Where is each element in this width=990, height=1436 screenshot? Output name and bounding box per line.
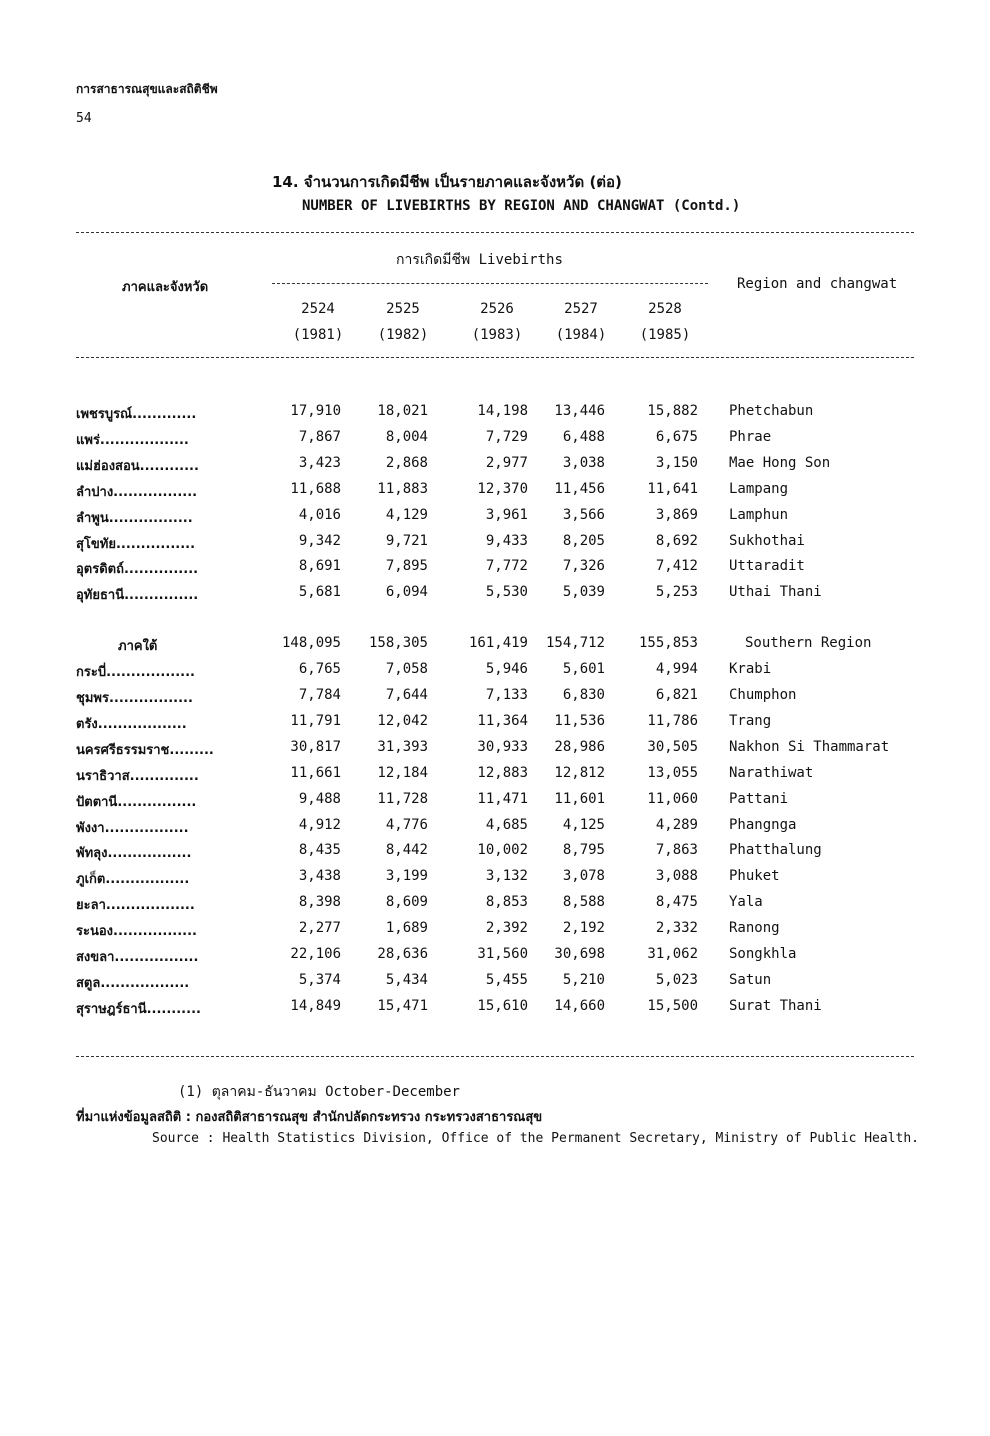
livebirth-value: 5,681 [298,584,341,601]
changwat-thai-name: สตูล.................. [76,975,190,991]
livebirth-value: 4,685 [485,816,528,833]
livebirth-value: 11,641 [647,480,698,497]
table-row [0,661,990,683]
livebirth-value: 5,210 [562,971,605,988]
livebirth-value: 12,812 [554,764,605,781]
livebirth-value: 9,721 [385,532,428,549]
livebirth-value: 31,560 [477,946,528,962]
table-row [0,584,990,606]
livebirth-value: 11,688 [290,480,341,497]
livebirth-value: 2,392 [485,920,528,937]
livebirth-value: 1,689 [385,920,428,937]
livebirth-value: 11,471 [477,790,528,807]
livebirth-value: 11,883 [377,480,428,497]
livebirth-value: 6,675 [655,428,698,445]
livebirth-value: 2,332 [655,920,698,937]
changwat-thai-name: นราธิวาส.............. [76,768,199,784]
livebirth-value: 8,435 [298,842,341,859]
livebirth-value: 3,869 [655,506,698,523]
livebirth-value: 5,374 [298,971,341,988]
table-row [0,972,990,994]
changwat-thai-name: ตรัง.................. [76,716,187,732]
livebirth-value: 4,129 [385,506,428,523]
changwat-thai-name: ลำพูน................. [76,510,193,526]
livebirth-value: 154,712 [545,635,605,652]
livebirth-value: 8,205 [562,532,605,549]
left-column-header: ภาคและจังหวัด [122,280,209,295]
changwat-english-name: Southern Region [745,635,872,652]
changwat-english-name: Phuket [729,868,780,885]
livebirth-value: 3,132 [485,868,528,885]
livebirth-value: 5,023 [655,971,698,988]
table-row [0,739,990,761]
livebirth-value: 6,821 [655,687,698,703]
table-row [0,455,990,477]
livebirth-value: 7,412 [655,558,698,575]
changwat-thai-name: อุตรดิตถ์............... [76,562,199,578]
livebirth-value: 7,895 [385,558,428,575]
changwat-thai-name: พัทลุง................. [76,846,192,862]
livebirth-value: 12,883 [477,764,528,781]
livebirth-value: 5,530 [485,584,528,601]
livebirth-value: 14,849 [290,997,341,1014]
livebirth-value: 3,150 [655,454,698,471]
changwat-thai-name: ภูเก็ต................. [76,872,190,888]
table-row [0,429,990,451]
livebirth-value: 3,566 [562,506,605,523]
changwat-english-name: Songkhla [729,946,797,962]
livebirth-value: 158,305 [368,635,428,652]
changwat-thai-name: ปัตตานี................ [76,794,197,810]
livebirth-value: 15,500 [647,997,698,1014]
livebirth-value: 7,863 [655,842,698,859]
livebirth-value: 2,192 [562,920,605,937]
livebirth-value: 7,133 [485,687,528,703]
livebirth-value: 14,198 [477,403,528,419]
livebirth-value: 148,095 [281,635,341,652]
livebirth-value: 11,601 [554,790,605,807]
livebirth-value: 15,471 [377,997,428,1014]
changwat-thai-name: ชุมพร................. [76,691,193,706]
table-row [0,687,990,709]
table-row [0,920,990,942]
livebirth-value: 7,729 [485,428,528,445]
changwat-english-name: Chumphon [729,687,797,703]
changwat-thai-name: แพร่.................. [76,432,189,448]
livebirth-value: 22,106 [290,946,341,962]
top-rule [76,232,914,233]
livebirth-value: 11,728 [377,790,428,807]
changwat-thai-name: ระนอง................. [76,924,197,940]
changwat-english-name: Narathiwat [729,764,814,781]
livebirth-value: 5,434 [385,971,428,988]
livebirth-value: 11,661 [290,764,341,781]
livebirth-value: 6,765 [298,661,341,678]
changwat-english-name: Mae Hong Son [729,454,831,471]
livebirth-value: 31,062 [647,946,698,962]
livebirth-value: 11,364 [477,712,528,729]
livebirth-value: 5,455 [485,971,528,988]
changwat-english-name: Phrae [729,428,772,445]
livebirth-value: 31,393 [377,738,428,755]
changwat-thai-name: ลำปาง................. [76,484,198,500]
livebirth-value: 3,438 [298,868,341,885]
changwat-thai-name: ภาคใต้ [118,639,158,655]
year-be-header: 2526 [480,301,514,317]
livebirth-value: 9,488 [298,790,341,807]
livebirth-value: 7,644 [385,687,428,703]
changwat-english-name: Lamphun [729,506,789,523]
changwat-english-name: Uthai Thani [729,584,822,601]
livebirth-value: 6,094 [385,584,428,601]
table-row [0,946,990,968]
livebirth-value: 3,038 [562,454,605,471]
livebirth-value: 7,326 [562,558,605,575]
changwat-english-name: Uttaradit [729,558,805,575]
year-be-header: 2524 [301,301,335,317]
changwat-english-name: Trang [729,712,772,729]
livebirth-value: 8,398 [298,894,341,911]
table-title-english: NUMBER OF LIVEBIRTHS BY REGION AND CHANGWAT (Contd.) [302,198,741,214]
changwat-english-name: Ranong [729,920,780,937]
changwat-english-name: Pattani [729,790,789,807]
livebirth-value: 7,772 [485,558,528,575]
livebirth-value: 15,610 [477,997,528,1014]
changwat-english-name: Nakhon Si Thammarat [729,738,890,755]
year-be-header: 2527 [564,301,598,317]
livebirth-value: 11,791 [290,712,341,729]
livebirth-value: 4,912 [298,816,341,833]
changwat-english-name: Phetchabun [729,403,814,419]
livebirth-value: 15,882 [647,403,698,419]
changwat-thai-name: อุทัยธานี............... [76,588,199,604]
livebirth-value: 14,660 [554,997,605,1014]
year-be-header: 2525 [386,301,420,317]
livebirth-value: 4,016 [298,506,341,523]
source-english: Source : Health Statistics Division, Office of the Permanent Secretary, Ministry of Public Health. [152,1131,920,1146]
livebirth-value: 10,002 [477,842,528,859]
livebirth-value: 3,088 [655,868,698,885]
changwat-english-name: Lampang [729,480,789,497]
livebirth-value: 13,446 [554,403,605,419]
changwat-thai-name: สุราษฎร์ธานี........... [76,1001,201,1017]
livebirth-value: 11,536 [554,712,605,729]
region-total-row [0,635,990,657]
livebirth-value: 5,601 [562,661,605,678]
table-row [0,842,990,864]
footnote-1: (1) ตุลาคม-ธันวาคม October-December [178,1084,460,1100]
year-ad-header: (1985) [639,327,691,343]
changwat-english-name: Phangnga [729,816,797,833]
livebirth-value: 9,342 [298,532,341,549]
livebirth-value: 3,078 [562,868,605,885]
changwat-thai-name: เพชรบูรณ์............. [76,407,197,422]
right-column-header: Region and changwat [737,276,898,292]
livebirth-value: 13,055 [647,764,698,781]
changwat-english-name: Satun [729,971,772,988]
bottom-rule [76,1056,914,1057]
year-ad-header: (1982) [377,327,429,343]
year-ad-header: (1984) [555,327,607,343]
livebirth-value: 30,933 [477,738,528,755]
livebirth-value: 12,184 [377,764,428,781]
livebirth-value: 8,475 [655,894,698,911]
livebirth-value: 2,868 [385,454,428,471]
livebirth-value: 11,456 [554,480,605,497]
page-number: 54 [76,111,92,126]
livebirth-value: 18,021 [377,403,428,419]
livebirth-value: 30,505 [647,738,698,755]
table-row [0,713,990,735]
running-head: การสาธารณสุขและสถิติชีพ [76,82,218,96]
livebirth-value: 4,289 [655,816,698,833]
year-ad-header: (1983) [471,327,523,343]
table-row [0,403,990,425]
livebirth-value: 8,442 [385,842,428,859]
table-title-thai: 14. จำนวนการเกิดมีชีพ เป็นรายภาคและจังหวัด (ต่อ) [272,173,622,191]
livebirth-value: 8,795 [562,842,605,859]
changwat-thai-name: สุโขทัย................ [76,536,196,552]
changwat-english-name: Sukhothai [729,532,805,549]
table-row [0,507,990,529]
changwat-thai-name: พังงา................. [76,820,189,836]
changwat-thai-name: ยะลา.................. [76,898,195,914]
livebirth-value: 6,488 [562,428,605,445]
table-row [0,481,990,503]
livebirth-value: 12,042 [377,712,428,729]
table-row [0,765,990,787]
group-header-rule [272,283,708,284]
changwat-english-name: Surat Thani [729,997,822,1014]
livebirth-value: 7,784 [298,687,341,703]
livebirth-value: 12,370 [477,480,528,497]
livebirth-value: 4,994 [655,661,698,678]
changwat-thai-name: สงขลา................. [76,950,199,965]
livebirth-value: 3,199 [385,868,428,885]
livebirth-value: 28,636 [377,946,428,962]
livebirth-value: 11,060 [647,790,698,807]
livebirth-value: 3,961 [485,506,528,523]
livebirth-value: 8,691 [298,558,341,575]
livebirth-value: 8,588 [562,894,605,911]
changwat-english-name: Yala [729,894,763,911]
changwat-thai-name: นครศรีธรรมราช......... [76,742,214,758]
livebirth-value: 7,058 [385,661,428,678]
livebirth-value: 8,692 [655,532,698,549]
changwat-english-name: Phatthalung [729,842,822,859]
changwat-english-name: Krabi [729,661,772,678]
livebirth-value: 30,698 [554,946,605,962]
source-thai: ที่มาแห่งข้อมูลสถิติ : กองสถิติสาธารณสุข สำนักปลัดกระทรวง กระทรวงสาธารณสุข [76,1110,543,1125]
year-ad-header: (1981) [292,327,344,343]
livebirth-value: 8,853 [485,894,528,911]
livebirth-value: 155,853 [638,635,698,652]
livebirth-value: 8,004 [385,428,428,445]
livebirth-value: 9,433 [485,532,528,549]
table-row [0,558,990,580]
livebirth-value: 5,039 [562,584,605,601]
changwat-thai-name: แม่ฮ่องสอน............ [76,458,199,474]
table-row [0,791,990,813]
livebirth-value: 28,986 [554,738,605,755]
table-row [0,817,990,839]
livebirth-value: 161,419 [468,635,528,652]
livebirth-value: 4,125 [562,816,605,833]
livebirth-value: 11,786 [647,712,698,729]
header-bottom-rule [76,357,914,358]
livebirth-value: 2,277 [298,920,341,937]
livebirth-value: 7,867 [298,428,341,445]
livebirth-value: 5,946 [485,661,528,678]
changwat-thai-name: กระบี่.................. [76,665,195,681]
livebirth-value: 30,817 [290,738,341,755]
table-row [0,533,990,555]
livebirths-group-header: การเกิดมีชีพ Livebirths [396,252,563,268]
livebirth-value: 3,423 [298,454,341,471]
livebirth-value: 2,977 [485,454,528,471]
table-row [0,868,990,890]
table-row [0,894,990,916]
livebirth-value: 6,830 [562,687,605,703]
livebirth-value: 5,253 [655,584,698,601]
livebirth-value: 4,776 [385,816,428,833]
livebirth-value: 17,910 [290,403,341,419]
table-row [0,998,990,1020]
year-be-header: 2528 [648,301,682,317]
livebirth-value: 8,609 [385,894,428,911]
